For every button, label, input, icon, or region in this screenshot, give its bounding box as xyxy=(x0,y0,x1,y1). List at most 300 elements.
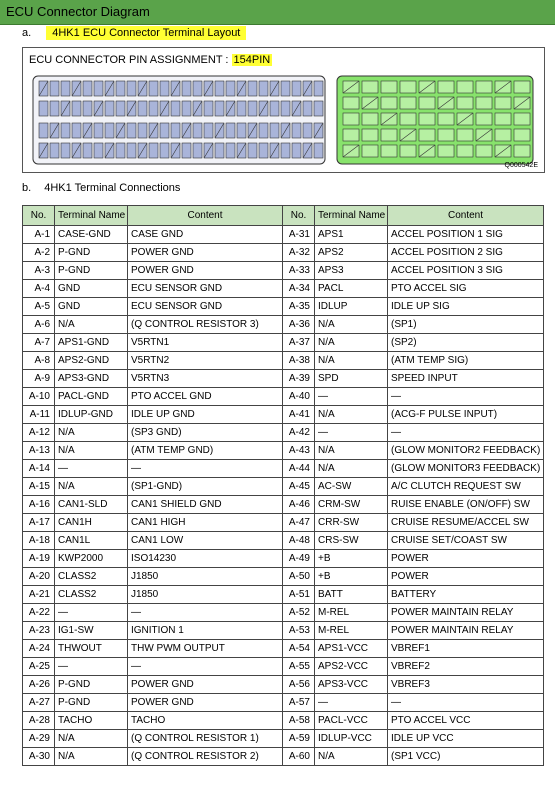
cell-terminal-name: APS2-GND xyxy=(55,352,128,370)
left-pin-cell xyxy=(281,81,290,96)
cell-no: A-3 xyxy=(23,262,55,280)
right-connector-block xyxy=(337,76,533,164)
cell-terminal-name: PACL xyxy=(315,280,388,298)
left-pin-cell xyxy=(105,101,114,116)
cell-no: A-4 xyxy=(23,280,55,298)
left-pin-cell xyxy=(83,143,92,158)
section-a-heading xyxy=(22,27,246,39)
cell-no: A-44 xyxy=(283,460,315,478)
cell-content: POWER GND xyxy=(128,244,283,262)
table-row xyxy=(23,640,544,658)
cell-terminal-name: M-REL xyxy=(315,622,388,640)
table-row xyxy=(23,604,544,622)
cell-terminal-name: N/A xyxy=(315,748,388,766)
cell-terminal-name: APS3-GND xyxy=(55,370,128,388)
cell-content: (ACG-F PULSE INPUT) xyxy=(388,406,544,424)
left-pin-cell xyxy=(50,143,59,158)
left-pin-cell xyxy=(83,81,92,96)
cell-content: POWER GND xyxy=(128,262,283,280)
col-header-no-2: No. xyxy=(283,206,315,226)
right-pin-cell xyxy=(457,97,473,109)
cell-no: A-36 xyxy=(283,316,315,334)
cell-terminal-name: APS1 xyxy=(315,226,388,244)
cell-no: A-46 xyxy=(283,496,315,514)
left-pin-cell xyxy=(94,143,103,158)
cell-content: ECU SENSOR GND xyxy=(128,298,283,316)
cell-no: A-2 xyxy=(23,244,55,262)
cell-content: (Q CONTROL RESISTOR 2) xyxy=(128,748,283,766)
cell-content: POWER GND xyxy=(128,694,283,712)
cell-content: J1850 xyxy=(128,586,283,604)
cell-terminal-name: N/A xyxy=(315,460,388,478)
left-pin-cell xyxy=(259,143,268,158)
left-pin-cell xyxy=(303,123,312,138)
section-a-marker: a. xyxy=(22,27,32,39)
cell-terminal-name: +B xyxy=(315,550,388,568)
cell-content: (Q CONTROL RESISTOR 1) xyxy=(128,730,283,748)
left-pin-cell xyxy=(314,81,323,96)
left-pin-cell xyxy=(314,143,323,158)
left-pin-cell xyxy=(94,123,103,138)
cell-content: VBREF2 xyxy=(388,658,544,676)
cell-terminal-name: CASE-GND xyxy=(55,226,128,244)
cell-content: (SP3 GND) xyxy=(128,424,283,442)
cell-content: (GLOW MONITOR3 FEEDBACK) xyxy=(388,460,544,478)
right-pin-cell xyxy=(381,129,397,141)
right-pin-cell xyxy=(400,113,416,125)
table-row xyxy=(23,532,544,550)
cell-terminal-name: CLASS2 xyxy=(55,586,128,604)
cell-no: A-28 xyxy=(23,712,55,730)
cell-no: A-16 xyxy=(23,496,55,514)
table-header-row xyxy=(23,206,544,226)
cell-no: A-56 xyxy=(283,676,315,694)
right-pin-cell xyxy=(476,145,492,157)
table-row xyxy=(23,586,544,604)
right-pin-cell xyxy=(495,113,511,125)
cell-no: A-45 xyxy=(283,478,315,496)
cell-terminal-name: IDLUP-VCC xyxy=(315,730,388,748)
right-pin-cell xyxy=(438,81,454,93)
right-pin-cell xyxy=(514,145,530,157)
cell-content: — xyxy=(388,424,544,442)
cell-terminal-name: N/A xyxy=(315,352,388,370)
left-pin-cell xyxy=(314,101,323,116)
cell-no: A-48 xyxy=(283,532,315,550)
cell-no: A-60 xyxy=(283,748,315,766)
table-row xyxy=(23,424,544,442)
table-row xyxy=(23,406,544,424)
right-pin-cell xyxy=(457,129,473,141)
left-pin-cell xyxy=(94,81,103,96)
table-row xyxy=(23,568,544,586)
cell-content: POWER MAINTAIN RELAY xyxy=(388,622,544,640)
cell-no: A-19 xyxy=(23,550,55,568)
left-pin-cell xyxy=(259,81,268,96)
cell-no: A-57 xyxy=(283,694,315,712)
cell-terminal-name: P-GND xyxy=(55,676,128,694)
right-pin-cell xyxy=(514,129,530,141)
cell-no: A-23 xyxy=(23,622,55,640)
cell-no: A-59 xyxy=(283,730,315,748)
left-pin-cell xyxy=(39,123,48,138)
cell-terminal-name: APS1-VCC xyxy=(315,640,388,658)
right-pin-cell xyxy=(343,113,359,125)
cell-no: A-50 xyxy=(283,568,315,586)
left-pin-cell xyxy=(215,81,224,96)
table-row xyxy=(23,334,544,352)
right-pin-cell xyxy=(362,129,378,141)
cell-terminal-name: +B xyxy=(315,568,388,586)
cell-no: A-43 xyxy=(283,442,315,460)
cell-no: A-25 xyxy=(23,658,55,676)
cell-content: BATTERY xyxy=(388,586,544,604)
cell-no: A-22 xyxy=(23,604,55,622)
cell-terminal-name: P-GND xyxy=(55,244,128,262)
right-pin-cell xyxy=(400,145,416,157)
cell-terminal-name: CRS-SW xyxy=(315,532,388,550)
cell-no: A-5 xyxy=(23,298,55,316)
cell-terminal-name: — xyxy=(55,658,128,676)
right-pin-cell xyxy=(438,129,454,141)
left-pin-cell xyxy=(248,81,257,96)
cell-no: A-24 xyxy=(23,640,55,658)
cell-no: A-14 xyxy=(23,460,55,478)
cell-content: (SP2) xyxy=(388,334,544,352)
cell-no: A-18 xyxy=(23,532,55,550)
cell-content: POWER xyxy=(388,568,544,586)
cell-content: PTO ACCEL GND xyxy=(128,388,283,406)
cell-terminal-name: — xyxy=(315,424,388,442)
left-pin-cell xyxy=(226,123,235,138)
cell-no: A-26 xyxy=(23,676,55,694)
right-pin-cell xyxy=(381,145,397,157)
col-header-content: Content xyxy=(128,206,283,226)
cell-content: (ATM TEMP GND) xyxy=(128,442,283,460)
left-pin-cell xyxy=(160,123,169,138)
connector-diagram xyxy=(22,47,545,173)
left-pin-cell xyxy=(127,123,136,138)
cell-content: A/C CLUTCH REQUEST SW xyxy=(388,478,544,496)
left-pin-cell xyxy=(61,123,70,138)
cell-terminal-name: APS2-VCC xyxy=(315,658,388,676)
cell-terminal-name: — xyxy=(315,694,388,712)
cell-content: — xyxy=(388,694,544,712)
cell-terminal-name: CRM-SW xyxy=(315,496,388,514)
table-row xyxy=(23,496,544,514)
left-pin-cell xyxy=(292,143,301,158)
cell-no: A-13 xyxy=(23,442,55,460)
table-row xyxy=(23,730,544,748)
left-connector-block xyxy=(33,76,325,164)
left-pin-cell xyxy=(182,101,191,116)
cell-terminal-name: BATT xyxy=(315,586,388,604)
left-pin-cell xyxy=(61,143,70,158)
cell-content: RUISE ENABLE (ON/OFF) SW xyxy=(388,496,544,514)
cell-no: A-47 xyxy=(283,514,315,532)
cell-content: VBREF3 xyxy=(388,676,544,694)
left-pin-cell xyxy=(237,101,246,116)
section-b-marker: b. xyxy=(22,182,32,194)
cell-terminal-name: N/A xyxy=(315,316,388,334)
cell-no: A-31 xyxy=(283,226,315,244)
cell-no: A-8 xyxy=(23,352,55,370)
cell-terminal-name: APS2 xyxy=(315,244,388,262)
cell-content: CRUISE SET/COAST SW xyxy=(388,532,544,550)
cell-no: A-49 xyxy=(283,550,315,568)
right-pin-cell xyxy=(438,145,454,157)
table-row xyxy=(23,316,544,334)
table-row xyxy=(23,226,544,244)
left-pin-cell xyxy=(204,123,213,138)
left-pin-cell xyxy=(281,101,290,116)
left-pin-cell xyxy=(105,123,114,138)
pin-count: 154PIN xyxy=(233,54,271,66)
col-header-no: No. xyxy=(23,206,55,226)
cell-no: A-6 xyxy=(23,316,55,334)
table-row xyxy=(23,262,544,280)
cell-content: (SP1 VCC) xyxy=(388,748,544,766)
left-pin-cell xyxy=(61,81,70,96)
section-a-title: 4HK1 ECU Connector Terminal Layout xyxy=(46,26,246,40)
cell-no: A-11 xyxy=(23,406,55,424)
cell-content: V5RTN3 xyxy=(128,370,283,388)
cell-content: ECU SENSOR GND xyxy=(128,280,283,298)
col-header-content-2: Content xyxy=(388,206,544,226)
left-pin-cell xyxy=(248,143,257,158)
connector-drawing xyxy=(23,48,544,172)
cell-content: — xyxy=(128,658,283,676)
cell-no: A-54 xyxy=(283,640,315,658)
left-pin-cell xyxy=(215,143,224,158)
table-row xyxy=(23,298,544,316)
table-row xyxy=(23,748,544,766)
right-pin-cell xyxy=(362,145,378,157)
left-pin-cell xyxy=(149,143,158,158)
cell-no: A-27 xyxy=(23,694,55,712)
left-pin-cell xyxy=(226,143,235,158)
col-header-terminal-name-2: Terminal Name xyxy=(315,206,388,226)
cell-terminal-name: APS1-GND xyxy=(55,334,128,352)
right-pin-cell xyxy=(343,97,359,109)
right-pin-cell xyxy=(343,129,359,141)
cell-no: A-39 xyxy=(283,370,315,388)
cell-no: A-40 xyxy=(283,388,315,406)
table-row xyxy=(23,514,544,532)
pin-assignment-label: ECU CONNECTOR PIN ASSIGNMENT : xyxy=(29,54,229,66)
right-pin-cell xyxy=(400,97,416,109)
cell-terminal-name: N/A xyxy=(55,478,128,496)
right-pin-cell xyxy=(381,97,397,109)
left-pin-cell xyxy=(182,81,191,96)
cell-no: A-35 xyxy=(283,298,315,316)
cell-terminal-name: CRR-SW xyxy=(315,514,388,532)
cell-content: IGNITION 1 xyxy=(128,622,283,640)
cell-content: POWER xyxy=(388,550,544,568)
left-pin-cell xyxy=(292,123,301,138)
cell-content: (SP1-GND) xyxy=(128,478,283,496)
cell-content: CRUISE RESUME/ACCEL SW xyxy=(388,514,544,532)
cell-terminal-name: — xyxy=(55,460,128,478)
left-pin-cell xyxy=(50,81,59,96)
cell-terminal-name: GND xyxy=(55,280,128,298)
cell-content: IDLE UP SIG xyxy=(388,298,544,316)
cell-terminal-name: CAN1H xyxy=(55,514,128,532)
cell-terminal-name: N/A xyxy=(55,316,128,334)
cell-content: ACCEL POSITION 1 SIG xyxy=(388,226,544,244)
left-pin-cell xyxy=(138,101,147,116)
cell-no: A-15 xyxy=(23,478,55,496)
cell-no: A-17 xyxy=(23,514,55,532)
cell-no: A-12 xyxy=(23,424,55,442)
cell-terminal-name: M-REL xyxy=(315,604,388,622)
left-pin-cell xyxy=(270,123,279,138)
right-pin-cell xyxy=(419,129,435,141)
right-pin-cell xyxy=(400,81,416,93)
left-pin-cell xyxy=(116,81,125,96)
cell-terminal-name: APS3 xyxy=(315,262,388,280)
left-pin-cell xyxy=(160,81,169,96)
cell-content: THW PWM OUTPUT xyxy=(128,640,283,658)
left-pin-cell xyxy=(116,101,125,116)
right-pin-cell xyxy=(419,113,435,125)
right-pin-cell xyxy=(419,97,435,109)
cell-terminal-name: IG1-SW xyxy=(55,622,128,640)
left-pin-cell xyxy=(72,101,81,116)
cell-terminal-name: PACL-GND xyxy=(55,388,128,406)
cell-no: A-9 xyxy=(23,370,55,388)
right-pin-cell xyxy=(476,81,492,93)
section-b-title: 4HK1 Terminal Connections xyxy=(44,182,181,194)
left-pin-cell xyxy=(149,101,158,116)
cell-terminal-name: N/A xyxy=(55,748,128,766)
cell-content: CAN1 LOW xyxy=(128,532,283,550)
cell-content: ACCEL POSITION 3 SIG xyxy=(388,262,544,280)
cell-terminal-name: THWOUT xyxy=(55,640,128,658)
left-pin-cell xyxy=(127,143,136,158)
cell-terminal-name: IDLUP xyxy=(315,298,388,316)
right-pin-cell xyxy=(495,129,511,141)
table-row xyxy=(23,244,544,262)
cell-content: J1850 xyxy=(128,568,283,586)
cell-terminal-name: APS3-VCC xyxy=(315,676,388,694)
cell-terminal-name: N/A xyxy=(55,442,128,460)
cell-content: ACCEL POSITION 2 SIG xyxy=(388,244,544,262)
cell-no: A-34 xyxy=(283,280,315,298)
table-row xyxy=(23,622,544,640)
cell-no: A-20 xyxy=(23,568,55,586)
cell-terminal-name: SPD xyxy=(315,370,388,388)
cell-no: A-42 xyxy=(283,424,315,442)
cell-no: A-30 xyxy=(23,748,55,766)
cell-terminal-name: CLASS2 xyxy=(55,568,128,586)
left-pin-cell xyxy=(215,101,224,116)
table-row xyxy=(23,388,544,406)
cell-terminal-name: — xyxy=(315,388,388,406)
left-pin-cell xyxy=(237,123,246,138)
left-pin-cell xyxy=(248,101,257,116)
cell-no: A-58 xyxy=(283,712,315,730)
left-pin-cell xyxy=(160,143,169,158)
left-pin-cell xyxy=(171,123,180,138)
cell-terminal-name: CAN1-SLD xyxy=(55,496,128,514)
cell-no: A-53 xyxy=(283,622,315,640)
cell-content: CAN1 HIGH xyxy=(128,514,283,532)
left-pin-cell xyxy=(259,123,268,138)
right-pin-cell xyxy=(362,81,378,93)
left-pin-cell xyxy=(204,101,213,116)
right-pin-cell xyxy=(362,113,378,125)
table-row xyxy=(23,550,544,568)
left-pin-cell xyxy=(171,101,180,116)
left-pin-cell xyxy=(281,143,290,158)
title-bar xyxy=(0,0,555,25)
cell-content: PTO ACCEL SIG xyxy=(388,280,544,298)
cell-content: — xyxy=(388,388,544,406)
cell-terminal-name: — xyxy=(55,604,128,622)
left-pin-cell xyxy=(292,81,301,96)
left-pin-cell xyxy=(83,101,92,116)
cell-content: — xyxy=(128,460,283,478)
table-row xyxy=(23,712,544,730)
cell-content: — xyxy=(128,604,283,622)
table-row xyxy=(23,442,544,460)
cell-no: A-29 xyxy=(23,730,55,748)
left-pin-cell xyxy=(39,101,48,116)
right-pin-cell xyxy=(495,97,511,109)
section-b-heading xyxy=(22,182,180,194)
cell-content: VBREF1 xyxy=(388,640,544,658)
table-row xyxy=(23,676,544,694)
cell-terminal-name: KWP2000 xyxy=(55,550,128,568)
cell-terminal-name: N/A xyxy=(55,424,128,442)
cell-content: POWER GND xyxy=(128,676,283,694)
cell-content: (Q CONTROL RESISTOR 3) xyxy=(128,316,283,334)
table-row xyxy=(23,352,544,370)
table-row xyxy=(23,370,544,388)
cell-terminal-name: N/A xyxy=(315,442,388,460)
right-pin-cell xyxy=(476,113,492,125)
left-pin-cell xyxy=(270,101,279,116)
cell-content: (GLOW MONITOR2 FEEDBACK) xyxy=(388,442,544,460)
left-pin-cell xyxy=(193,143,202,158)
left-pin-cell xyxy=(303,101,312,116)
cell-content: CASE GND xyxy=(128,226,283,244)
cell-terminal-name: CAN1L xyxy=(55,532,128,550)
cell-terminal-name: N/A xyxy=(315,406,388,424)
left-pin-cell xyxy=(116,143,125,158)
cell-content: IDLE UP VCC xyxy=(388,730,544,748)
cell-content: V5RTN2 xyxy=(128,352,283,370)
cell-no: A-33 xyxy=(283,262,315,280)
table-row xyxy=(23,694,544,712)
right-pin-cell xyxy=(381,81,397,93)
cell-terminal-name: TACHO xyxy=(55,712,128,730)
cell-content: SPEED INPUT xyxy=(388,370,544,388)
terminal-table xyxy=(22,205,544,766)
cell-terminal-name: AC-SW xyxy=(315,478,388,496)
left-pin-cell xyxy=(138,123,147,138)
right-pin-cell xyxy=(514,81,530,93)
cell-no: A-55 xyxy=(283,658,315,676)
cell-no: A-51 xyxy=(283,586,315,604)
cell-no: A-52 xyxy=(283,604,315,622)
cell-content: POWER MAINTAIN RELAY xyxy=(388,604,544,622)
cell-content: V5RTN1 xyxy=(128,334,283,352)
left-pin-cell xyxy=(193,123,202,138)
right-pin-cell xyxy=(438,113,454,125)
cell-no: A-32 xyxy=(283,244,315,262)
